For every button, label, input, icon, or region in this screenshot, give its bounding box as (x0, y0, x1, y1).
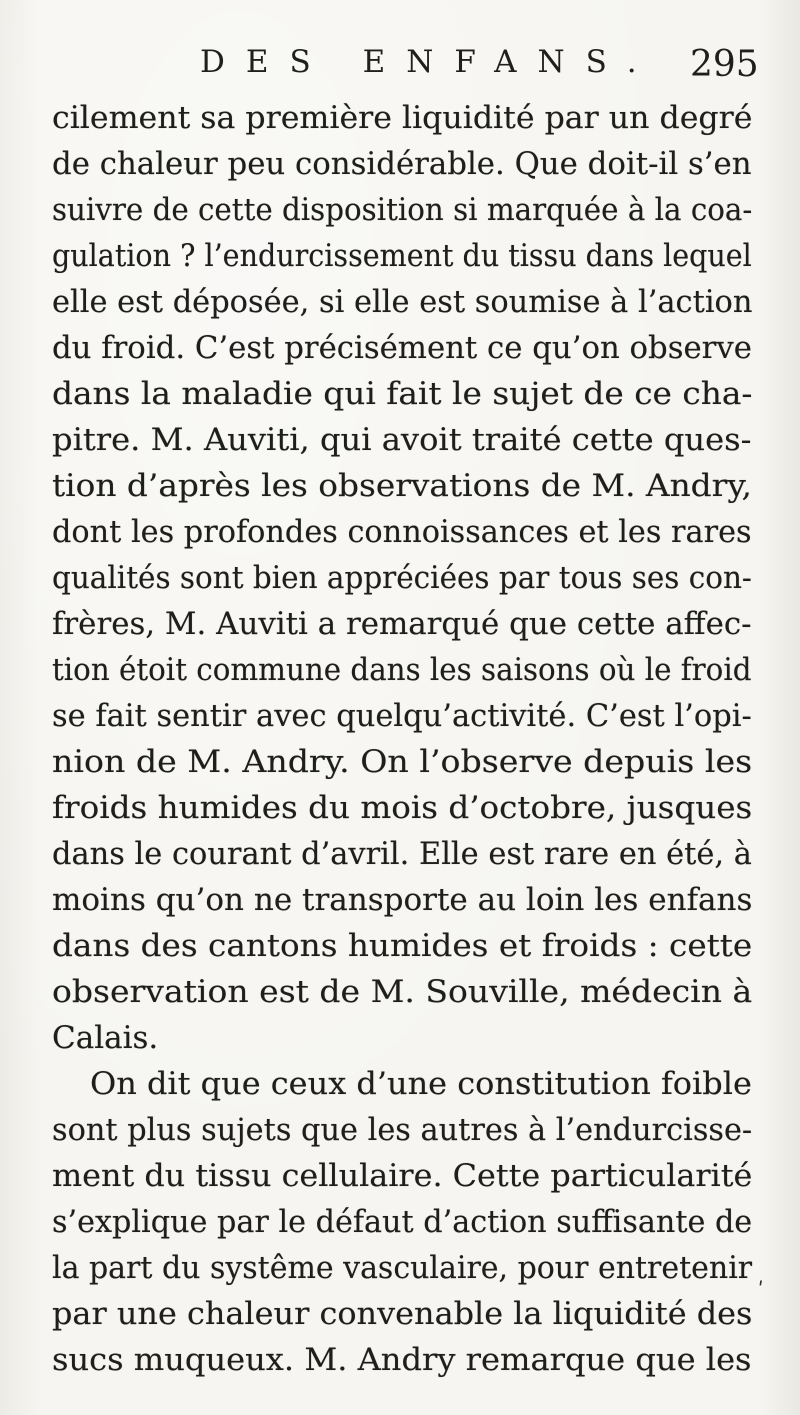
text-line: tion d’après les observations de M. Andry, (52, 468, 752, 504)
text-line: dont les profondes connoissances et les rares (52, 514, 752, 550)
text-line: ment du tissu cellulaire. Cette particularité (52, 1158, 753, 1194)
text-line: qualités sont bien appréciées par tous ses con- (52, 560, 752, 596)
text-line: la part du systême vasculaire, pour entretenir (52, 1250, 753, 1286)
text-line: sont plus sujets que les autres à l’endurcisse- (52, 1112, 753, 1148)
text-line: gulation ? l’endurcissement du tissu dans lequel (52, 238, 752, 274)
text-line: tion étoit commune dans les saisons où le froid (52, 652, 752, 688)
ink-mark: ʹ (758, 1278, 764, 1302)
text-line: moins qu’on ne transporte au loin les enfans (52, 882, 753, 918)
running-head-title: DES ENFANS. (200, 44, 658, 80)
text-line: Calais. (52, 1020, 159, 1056)
text-line: suivre de cette disposition si marquée à la coa- (52, 192, 753, 228)
text-line: observation est de M. Souville, médecin à (52, 974, 753, 1010)
text-line: cilement sa première liquidité par un degré (52, 100, 753, 136)
text-line: se fait sentir avec quelqu’activité. C’est l’opi- (52, 698, 752, 734)
running-head (0, 40, 800, 88)
page-number: 295 (690, 44, 759, 85)
text-line: s’explique par le défaut d’action suffisante de (52, 1204, 753, 1240)
text-line: du froid. C’est précisément ce qu’on observe (52, 330, 752, 366)
text-line: dans des cantons humides et froids : cette (52, 928, 753, 964)
text-line: dans le courant d’avril. Elle est rare en été, à (52, 836, 752, 872)
text-line: de chaleur peu considérable. Que doit-il s’en (52, 146, 752, 182)
text-line: dans la maladie qui fait le sujet de ce cha- (52, 376, 753, 412)
text-line: nion de M. Andry. On l’observe depuis les (52, 744, 753, 780)
text-line: pitre. M. Auviti, qui avoit traité cette ques- (52, 422, 752, 458)
text-line: frères, M. Auviti a remarqué que cette affec- (52, 606, 752, 642)
text-line: sucs muqueux. M. Andry remarque que les (52, 1342, 752, 1378)
paragraph-first-line: On dit que ceux d’une constitution foible (90, 1066, 752, 1102)
text-line: froids humides du mois d’octobre, jusques (52, 790, 753, 826)
text-line: elle est déposée, si elle est soumise à l’action (52, 284, 753, 320)
text-line: par une chaleur convenable la liquidité des (52, 1296, 753, 1332)
